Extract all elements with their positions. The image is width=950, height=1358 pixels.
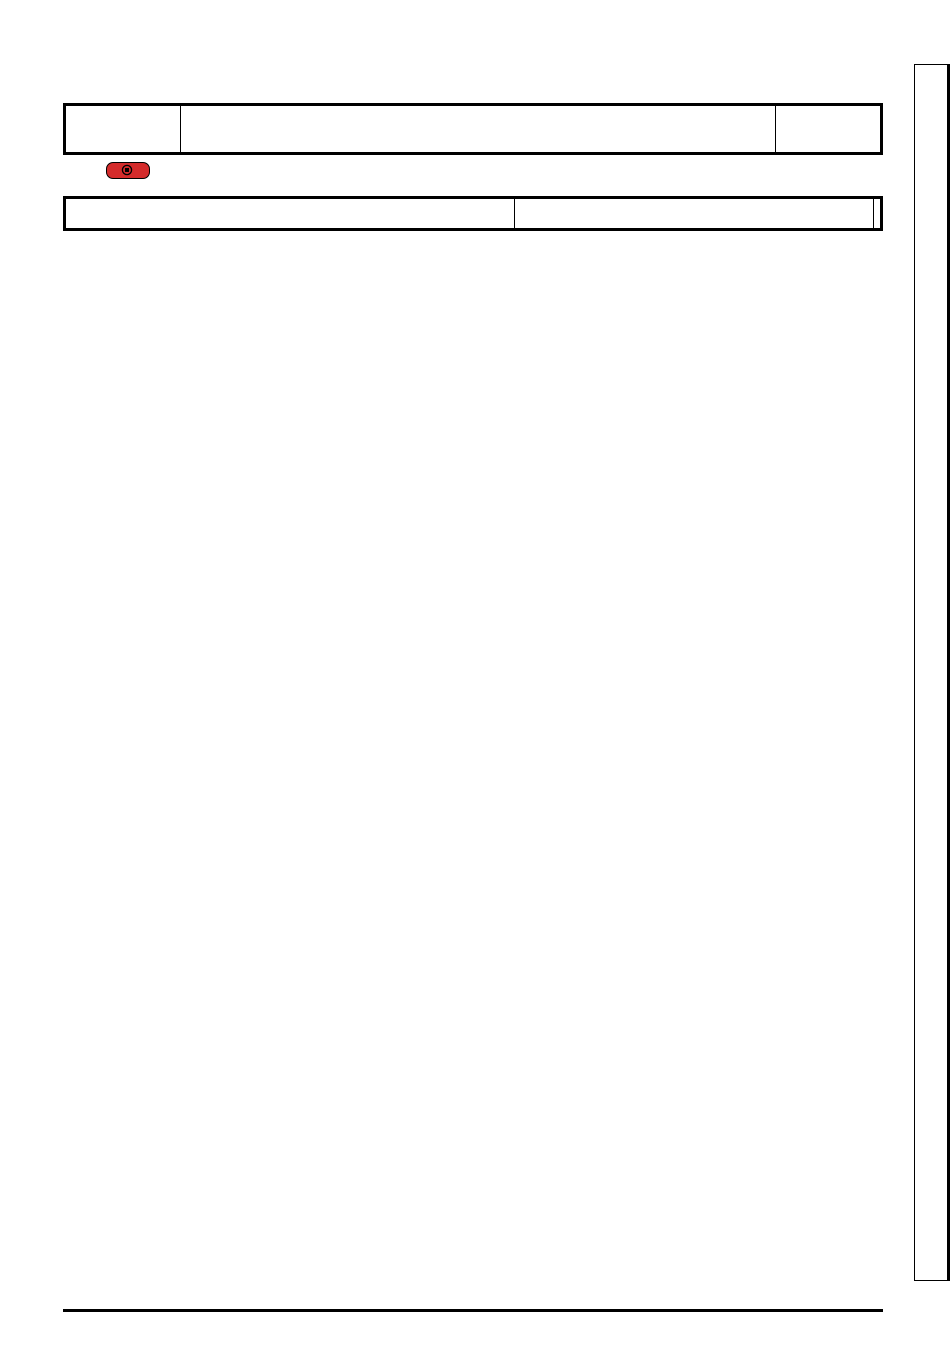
page-content bbox=[63, 62, 885, 231]
table-caption bbox=[63, 76, 885, 94]
list-item bbox=[63, 161, 885, 179]
reset-key-icon bbox=[106, 162, 150, 179]
footer-rule bbox=[63, 1309, 883, 1312]
language-tabs bbox=[914, 64, 950, 1281]
col-header-mnemonic bbox=[65, 105, 181, 154]
reset-steps-list bbox=[63, 161, 885, 179]
col-header-default bbox=[874, 198, 882, 230]
col-header-range bbox=[515, 198, 874, 230]
col-header-description bbox=[181, 105, 776, 154]
col-header-parameter bbox=[65, 198, 515, 230]
col-header-output bbox=[776, 105, 882, 154]
status-indications-table bbox=[63, 103, 883, 155]
basic-parameters-table bbox=[63, 196, 883, 231]
